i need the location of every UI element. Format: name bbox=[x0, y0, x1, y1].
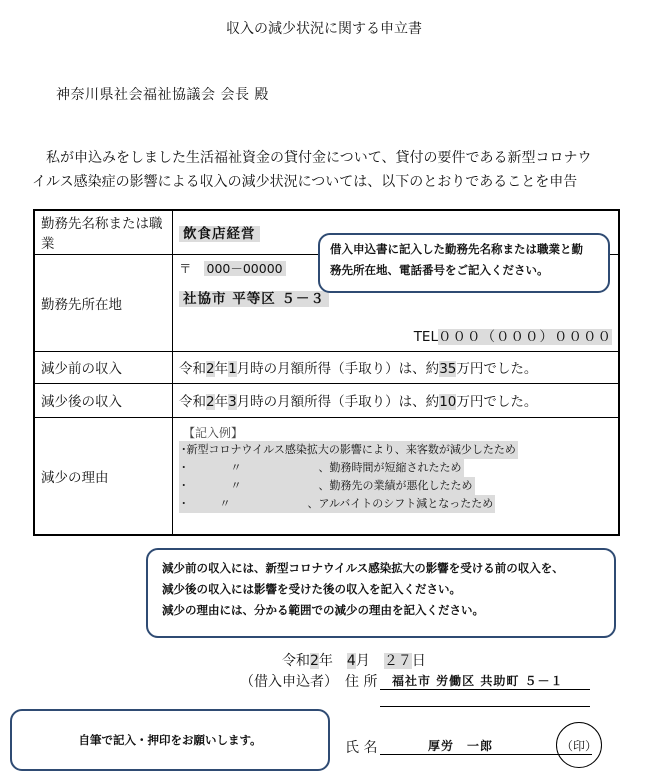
reason-line[interactable] bbox=[179, 477, 612, 495]
reason-text: ･新型コロナウイルス感染拡大の影響により、来客数が減少したため bbox=[179, 441, 518, 459]
before-suffix: 万円でした。 bbox=[456, 361, 538, 377]
date-month-unit: 月 bbox=[355, 653, 370, 669]
occupation-value[interactable]: 飲食店経営 bbox=[179, 226, 260, 242]
contact-info-callout bbox=[318, 233, 610, 293]
before-era: 令和 bbox=[179, 361, 206, 377]
name-field-label: 氏 名 bbox=[345, 740, 378, 756]
after-text: 月時の月額所得（手取り）は、約 bbox=[236, 394, 440, 410]
before-income-cell bbox=[173, 351, 620, 383]
callout-text: 自筆で記入・押印をお願いします。 bbox=[78, 732, 262, 747]
reason-line[interactable] bbox=[179, 459, 612, 477]
reason-line[interactable] bbox=[179, 495, 612, 513]
seal-stamp[interactable] bbox=[556, 722, 602, 768]
applicant-name[interactable]: 厚労 一郎 bbox=[428, 739, 494, 753]
reason-line[interactable] bbox=[179, 441, 612, 459]
reason-text: ･ 〃 、勤務先の業績が悪化したため bbox=[179, 477, 475, 495]
before-income-label: 減少前の収入 bbox=[34, 351, 173, 383]
callout-line: 減少の理由には、分かる範囲での減少の理由を記入ください。 bbox=[162, 603, 484, 617]
tel-label: TEL bbox=[413, 328, 438, 345]
address-label: 勤務先所在地 bbox=[34, 254, 173, 351]
address-underline bbox=[380, 689, 590, 690]
date-day[interactable]: ２７ bbox=[383, 653, 412, 669]
callout-line: 借入申込書に記入した勤務先名称または職業と勤 bbox=[330, 242, 583, 256]
application-date bbox=[282, 650, 426, 670]
declaration-line-2: イルス感染症の影響による収入の減少状況については、以下のとおりであることを申告 bbox=[32, 174, 578, 190]
address-value[interactable]: 社協市 平等区 ５－３ bbox=[179, 291, 329, 307]
declaration-line-1: 私が申込みをしました生活福祉資金の貸付金について、貸付の要件である新型コロナウ bbox=[46, 150, 592, 166]
after-era: 令和 bbox=[179, 394, 206, 410]
callout-line: 減少後の収入には影響を受けた後の収入を記入ください。 bbox=[162, 582, 461, 596]
postal-code[interactable]: 000－00000 bbox=[204, 261, 286, 276]
postal-mark: 〒 bbox=[179, 260, 192, 276]
date-year-unit: 年 bbox=[318, 653, 333, 669]
income-instructions-callout bbox=[146, 548, 616, 638]
after-income-cell bbox=[173, 383, 620, 417]
after-income-label: 減少後の収入 bbox=[34, 383, 173, 417]
applicant-address[interactable]: 福社市 労働区 共助町 ５－１ bbox=[392, 674, 564, 688]
after-year-unit: 年 bbox=[214, 394, 229, 410]
reason-text: ･ 〃 、勤務時間が短縮されたため bbox=[179, 459, 464, 477]
reason-label: 減少の理由 bbox=[34, 417, 173, 535]
reason-text: ･ 〃 、アルバイトのシフト減となったため bbox=[179, 495, 495, 513]
after-amount[interactable]: 10 bbox=[439, 394, 457, 410]
document-title: 収入の減少状況に関する申立書 bbox=[226, 21, 422, 37]
date-year[interactable]: 2 bbox=[310, 653, 319, 669]
before-year-unit: 年 bbox=[214, 361, 229, 377]
after-month[interactable]: 3 bbox=[228, 394, 237, 410]
callout-line: 減少前の収入には、新型コロナウイルス感染拡大の影響を受ける前の収入を、 bbox=[162, 561, 564, 575]
before-text: 月時の月額所得（手取り）は、約 bbox=[236, 361, 440, 377]
addressee: 神奈川県社会福祉協議会 会長 殿 bbox=[56, 87, 269, 103]
signature-callout bbox=[10, 709, 330, 771]
occupation-label: 勤務先名称または職業 bbox=[34, 210, 173, 254]
tel-row bbox=[414, 325, 612, 345]
seal-label: （印） bbox=[560, 738, 597, 753]
date-day-unit: 日 bbox=[411, 653, 426, 669]
date-month[interactable]: 4 bbox=[346, 653, 356, 669]
before-month[interactable]: 1 bbox=[228, 361, 237, 377]
reason-cell bbox=[173, 417, 620, 535]
tel-value[interactable]: ０００（０００）００００ bbox=[438, 328, 612, 345]
applicant-label: （借入申込者） bbox=[240, 674, 338, 690]
declaration-text bbox=[32, 146, 622, 194]
before-amount[interactable]: 35 bbox=[439, 361, 457, 377]
address-field-label: 住 所 bbox=[345, 674, 378, 690]
extra-underline bbox=[380, 706, 590, 707]
callout-line: 務先所在地、電話番号をご記入ください。 bbox=[330, 263, 549, 277]
after-suffix: 万円でした。 bbox=[456, 394, 538, 410]
before-year[interactable]: 2 bbox=[206, 361, 215, 377]
after-year[interactable]: 2 bbox=[206, 394, 215, 410]
date-era: 令和 bbox=[282, 653, 310, 669]
example-label: 【記入例】 bbox=[183, 425, 244, 440]
